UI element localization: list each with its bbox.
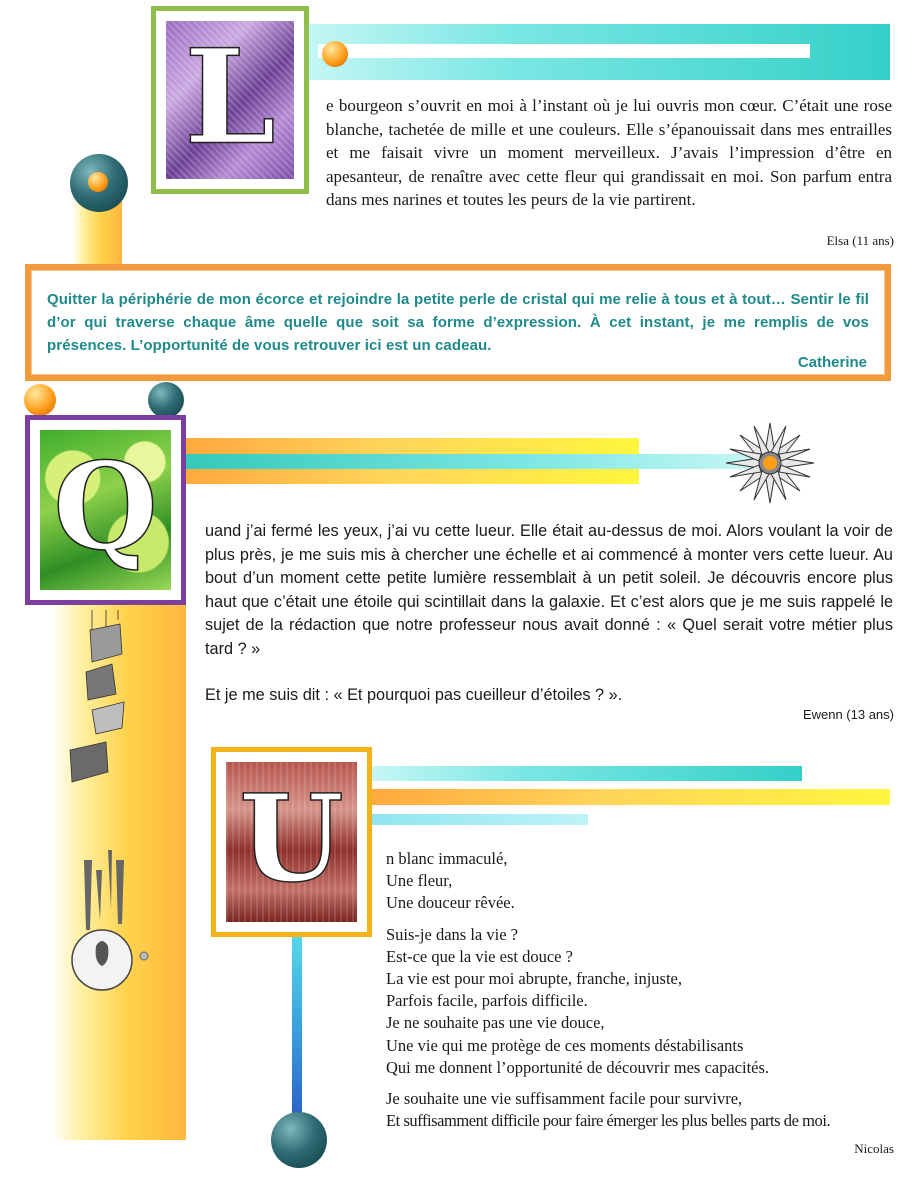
initial-l [151,6,309,194]
poem-line: Une vie qui me protège de ces moments déstabilisants [386,1035,744,1055]
initial-l-letter: L [184,21,276,174]
orange-ball-small [88,172,108,192]
poem-stanza-1 [386,848,830,915]
initial-l-picture [166,21,294,179]
poem-stanza-2 [386,924,830,1079]
poem [386,848,830,1132]
top-white-stripe [318,44,810,58]
quote-author: Catherine [797,354,867,371]
section3-text: uand j’ai fermé les yeux, j’ai vu cette lueur. Elle était au-dessus de moi. Alors voulant la voir de plus près, je me suis mis à chercher une échelle et ai commencé à monter vers cette lueur. Au bout d’un moment cette petite lumière ressemblait à un petit soleil. Je découvris encore plus haut que c’était une étoile qui scintillait dans la galaxie. Et c’est alors que je me suis rappelé le sujet de la rédaction que notre professeur nous avait donné : « Quel serait votre métier plus tard ? » [205,522,893,658]
u-teal-ball [271,1112,327,1168]
initial-u-picture [226,762,357,922]
poem-stanza-3 [386,1088,830,1132]
section3-last-line: Et je me suis dit : « Et pourquoi pas cueilleur d’étoiles ? ». [205,686,623,704]
poem-line: Et suffisamment difficile pour faire émerger les plus belles parts de moi. [386,1111,831,1131]
u-cyan-bar [370,766,802,781]
poem-line: Suis-je dans la vie ? [386,924,518,944]
u-short-cyan-bar [370,814,588,825]
quote-text: Quitter la périphérie de mon écorce et rejoindre la petite perle de cristal qui me relie à tous et à tout… Sentir le fil d’or qui traverse chaque âme quelle que soit sa forme d’expression. À cet instant, je me remplis de vos présences. L’opportunité de vous retrouver ici est un cadeau. [47,291,869,354]
orange-ball [322,41,348,67]
poem-line: Est-ce que la vie est douce ? [386,946,573,966]
poem-line: Qui me donnent l’opportunité de découvrir mes capacités. [386,1057,770,1077]
initial-u-letter: U [239,768,344,910]
poem-line: n blanc immaculé, [386,849,508,868]
poem-line: Une douceur rêvée. [386,893,515,913]
poem-line: Une fleur, [386,871,453,891]
u-blue-column [292,936,302,1132]
section4-author: Nicolas [854,1141,894,1156]
poem-line: Parfois facile, parfois difficile. [386,991,588,1011]
seed-icon [66,820,156,1010]
initial-q [25,415,186,605]
quote-box [25,264,891,381]
sun-flower-icon [722,420,818,506]
section1-author: Elsa (11 ans) [826,233,894,248]
initial-u [211,747,372,937]
teal-ball-right [148,382,184,418]
poem-line: Je souhaite une vie suffisamment facile pour survivre, [386,1089,743,1109]
initial-q-picture [40,430,171,590]
initial-q-letter: Q [53,436,158,578]
u-yellow-bar [370,789,890,805]
poem-line: Je ne souhaite pas une vie douce, [386,1013,605,1033]
poem-line: La vie est pour moi abrupte, franche, injuste, [386,969,682,989]
q-cyan-bar [185,454,755,469]
section1-text: e bourgeon s’ouvrit en moi à l’instant où je lui ouvris mon cœur. C’était une rose blanche, tachetée de mille et une couleurs. Elle s’épanouissait dans mes entrailles et me faisait vivre un moment merveilleux. J’avais l’impression d’être en apesanteur, de renaître avec cette fleur qui grandissait en moi. Son parfum entra dans mes narines et toutes les peurs de la vie partirent. [326,96,892,209]
orange-ball-left [24,384,56,416]
paper-leaves-icon [62,610,142,800]
section3-author: Ewenn (13 ans) [802,707,894,722]
